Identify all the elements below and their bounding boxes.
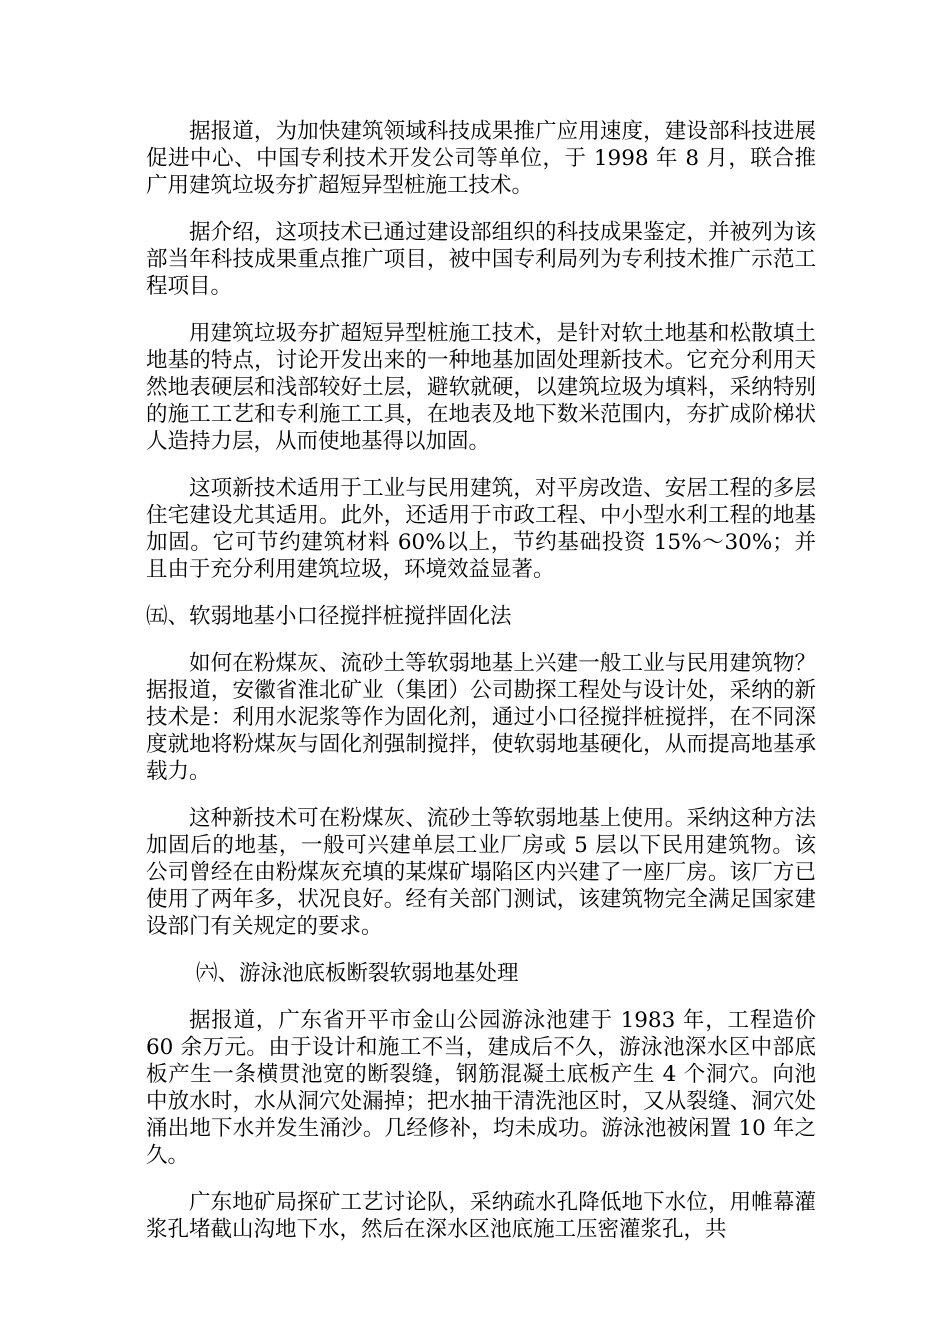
paragraph: 据介绍，这项技术已通过建设部组织的科技成果鉴定，并被列为该部当年科技成果重点推广项目，被中国专利局列为专利技术推广示范工程项目。	[146, 220, 816, 299]
document-page	[146, 118, 816, 1263]
paragraph: 据报道，广东省开平市金山公园游泳池建于 1983 年，工程造价 60 余万元。由于设计和施工不当，建成后不久，游泳池深水区中部底板产生一条横贯池宽的断裂缝，钢筋混凝土底板产生 4 个洞穴。向池中放水时，水从洞穴处漏掉；把水抽干清洗池区时，又从裂缝、洞穴处涌出地下水并发生涌沙。几经修补，均未成功。游泳池被闲置 10 年之久。	[146, 1008, 816, 1168]
paragraph: 这项新技术适用于工业与民用建筑，对平房改造、安居工程的多层住宅建设尤其适用。此外，还适用于市政工程、中小型水利工程的地基加固。它可节约建筑材料 60%以上，节约基础投资 15%～30%；并且由于充分利用建筑垃圾，环境效益显著。	[146, 476, 816, 582]
paragraph: 据报道，为加快建筑领域科技成果推广应用速度，建设部科技进展促进中心、中国专利技术开发公司等单位，于 1998 年 8 月，联合推广用建筑垃圾夯扩超短异型桩施工技术。	[146, 119, 816, 198]
paragraph: 广东地矿局探矿工艺讨论队，采纳疏水孔降低地下水位，用帷幕灌浆孔堵截山沟地下水，然后在深水区池底施工压密灌浆孔，共	[146, 1190, 816, 1242]
paragraph: 这种新技术可在粉煤灰、流砂土等软弱地基上使用。采纳这种方法加固后的地基，一般可兴建单层工业厂房或 5 层以下民用建筑物。该公司曾经在由粉煤灰充填的某煤矿塌陷区内兴建了一座厂房。该厂方已使用了两年多，状况良好。经有关部门测试，该建筑物完全满足国家建设部门有关规定的要求。	[146, 806, 816, 939]
section-heading: ㈥、游泳池底板断裂软弱地基处理	[196, 961, 519, 986]
section-heading: ㈤、软弱地基小口径搅拌桩搅拌固化法	[146, 604, 512, 629]
paragraph: 如何在粉煤灰、流砂土等软弱地基上兴建一般工业与民用建筑物？据报道，安徽省淮北矿业（集团）公司勘探工程处与设计处，采纳的新技术是：利用水泥浆等作为固化剂，通过小口径搅拌桩搅拌，在不同深度就地将粉煤灰与固化剂强制搅拌，使软弱地基硬化，从而提高地基承载力。	[146, 651, 816, 784]
paragraph: 用建筑垃圾夯扩超短异型桩施工技术，是针对软土地基和松散填土地基的特点，讨论开发出来的一种地基加固处理新技术。它充分利用天然地表硬层和浅部较好土层，避软就硬，以建筑垃圾为填料，采纳特别的施工工艺和专利施工工具，在地表及地下数米范围内，夯扩成阶梯状人造持力层，从而使地基得以加固。	[146, 321, 816, 454]
